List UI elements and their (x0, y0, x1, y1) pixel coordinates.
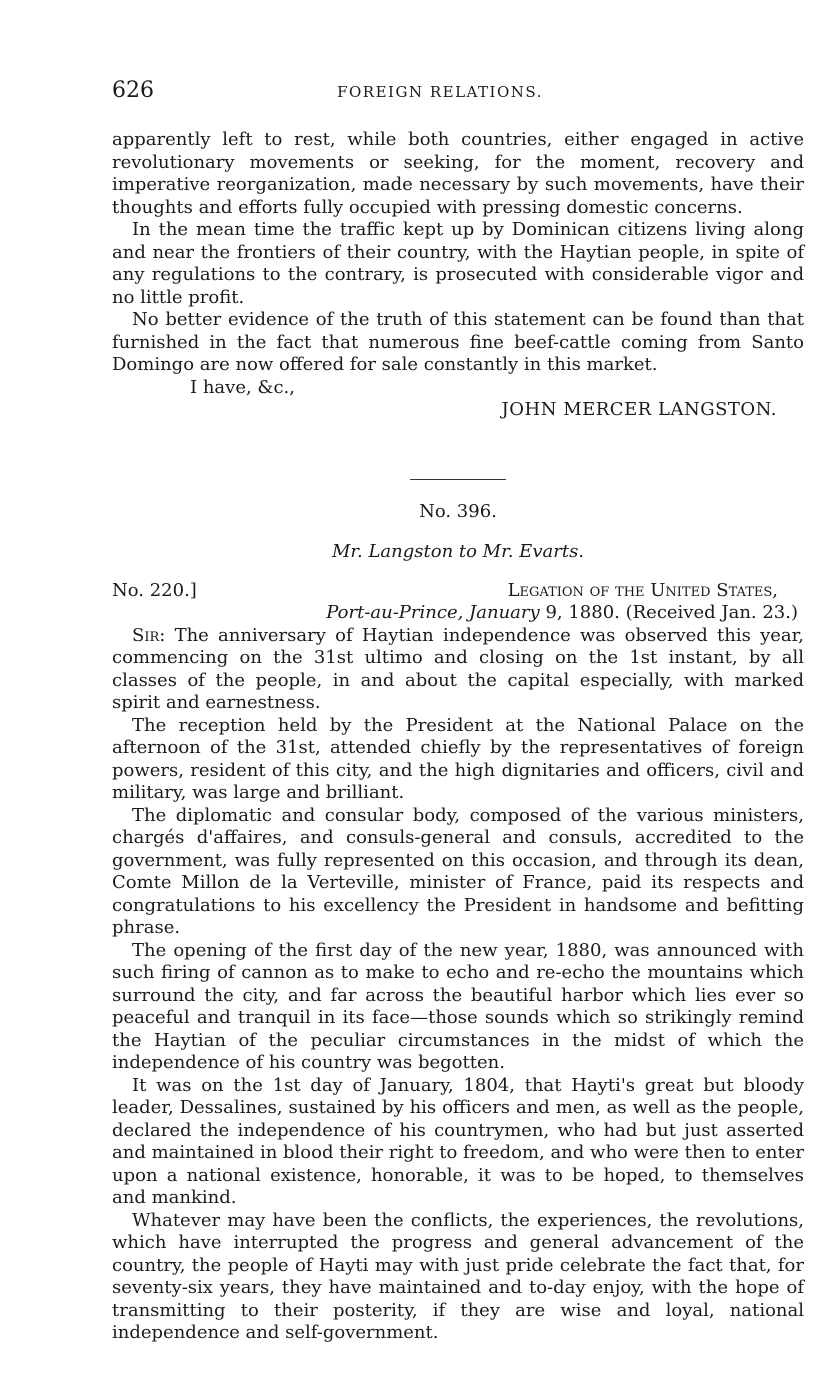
opening-paragraph (112, 625, 804, 715)
paragraph: No better evidence of the truth of this statement can be found than that furnished in the fact that numerous fine beef-cattle coming from Santo Domingo are now offered for sale constantly in this market. (112, 309, 804, 375)
place-date: Port-au-Prince, January (326, 602, 540, 623)
running-title: FOREIGN RELATIONS. (337, 83, 543, 101)
page-body (112, 129, 804, 1345)
complimentary-close: I have, &c., (190, 376, 295, 398)
running-head (112, 78, 768, 108)
opening-paragraph-text: The anniversary of Haytian independence was observed this year, commencing on the 31st ultimo and closing on the 1st instant, by all classes of the people, in and about the capital especially, with marked spirit and earnestness. (112, 624, 804, 713)
salutation: Sir: (132, 624, 166, 646)
page-number: 626 (112, 78, 154, 103)
paragraph: The reception held by the President at the National Palace on the afternoon of the 31st, attended chiefly by the representatives of foreign powers, resident of this city, and the high dignitaries and officers, civil and military, was large and brilliant. (112, 714, 804, 803)
continued-paragraph: apparently left to rest, while both countries, either engaged in active revolutionary movements or seeking, for the moment, recovery and imperative reorganization, made necessary by such movements, have their thoughts and efforts fully occupied with pressing domestic concerns. (112, 129, 804, 218)
paragraph: The diplomatic and consular body, composed of the various ministers, chargés d'affaires, and consuls-general and consuls, accredited to the government, was fully represented on this occasion, and through its dean, Comte Millon de la Verteville, minister of France, paid its respects and congratulations to his excellency the President in handsome and befitting phrase. (112, 804, 804, 938)
letter-header-row (112, 580, 804, 603)
signature: JOHN MERCER LANGSTON. (501, 399, 777, 420)
section-divider (410, 479, 506, 480)
despatch-number: No. 220.] (112, 579, 197, 601)
date-received: 9, 1880. (Received Jan. 23.) (545, 602, 798, 623)
letter-heading: Mr. Langston to Mr. Evarts. (331, 541, 585, 562)
legation-line: Legation of the United States, (507, 579, 778, 601)
paragraph: In the mean time the traffic kept up by Dominican citizens living along and near the frontiers of their country, with the Haytian people, in spite of any regulations to the contrary, is prosecuted with considerable vigor and no little profit. (112, 219, 804, 308)
paragraph: Whatever may have been the conflicts, the experiences, the revolutions, which have interrupted the progress and general advancement of the country, the people of Hayti may with just pride celebrate the fact that, for seventy-six years, they have maintained and to-day enjoy, with the hope of transmitting to their posterity, if they are wise and loyal, national independence and self-government. (112, 1209, 804, 1343)
paragraph: The opening of the first day of the new year, 1880, was announced with such firing of cannon as to make to echo and re-echo the mountains which surround the city, and far across the beautiful harbor which lies ever so peaceful and tranquil in its face—those sounds which so strikingly remind the Haytian of the peculiar circumstances in the midst of which the independence of his country was begotten. (112, 939, 804, 1073)
dateline (112, 602, 798, 625)
document-number: No. 396. (419, 500, 497, 522)
paragraph: It was on the 1st day of January, 1804, that Hayti's great but bloody leader, Dessalines, sustained by his officers and men, as well as the people, declared the independence of his countrymen, who had but just asserted and maintained in blood their right to freedom, and who were then to enter upon a national existence, honorable, it was to be hoped, to themselves and mankind. (112, 1074, 804, 1208)
